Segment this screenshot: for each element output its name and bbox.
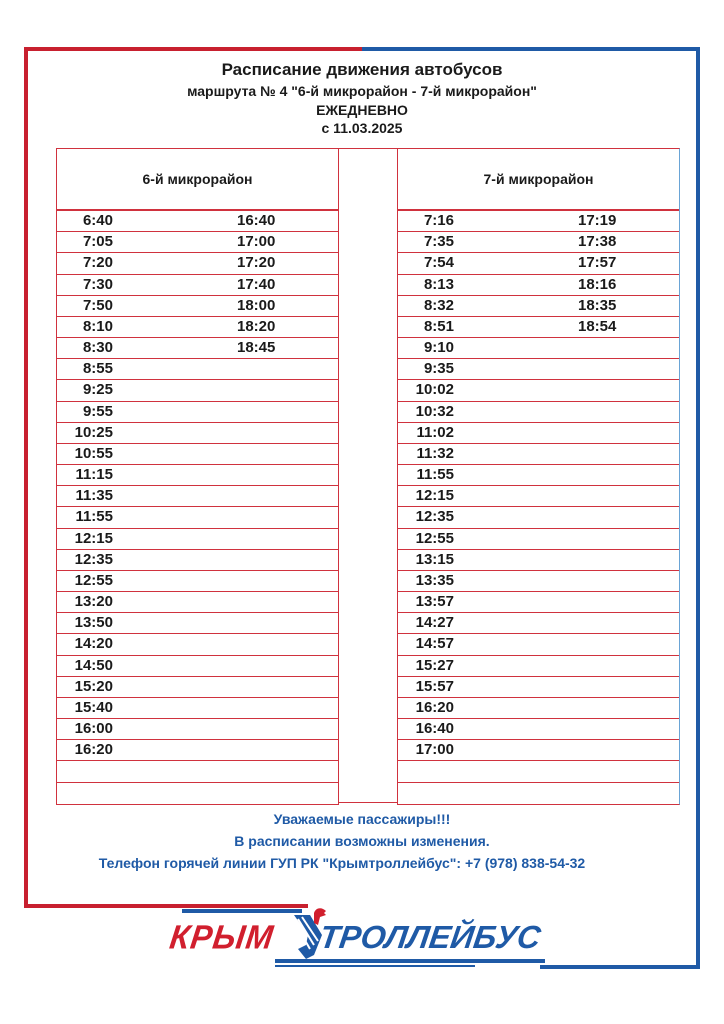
table-row [398, 529, 679, 550]
departure-time: 16:00 [74, 720, 113, 738]
notice-greeting: Уважаемые пассажиры!!! [273, 811, 451, 827]
departure-time: 12:55 [74, 571, 113, 589]
timetable-6th-district [56, 148, 339, 805]
departure-time: 7:35 [423, 233, 454, 251]
departure-time: 17:40 [237, 275, 276, 293]
table-row [57, 592, 338, 613]
effective-date: с 11.03.2025 [321, 120, 403, 136]
table-row [398, 592, 679, 613]
departure-time: 18:45 [237, 339, 276, 357]
table-row [57, 317, 338, 338]
table-row [57, 253, 338, 274]
table-row [398, 634, 679, 655]
departure-time: 9:55 [82, 402, 113, 420]
frequency-label: ЕЖЕДНЕВНО [316, 102, 408, 118]
departure-time: 11:15 [75, 466, 113, 484]
departure-time: 18:00 [237, 296, 276, 314]
table-row [398, 423, 679, 444]
departure-time: 8:55 [82, 360, 113, 378]
table-row [398, 296, 679, 317]
table-row [398, 317, 679, 338]
frame-blue-top [362, 47, 700, 51]
departure-time: 16:40 [237, 212, 276, 229]
departure-time: 8:13 [423, 275, 454, 293]
table-row [398, 359, 679, 380]
table-heading: 6-й микрорайон [57, 149, 338, 211]
table-row [398, 613, 679, 634]
departure-time: 7:16 [423, 212, 454, 229]
table-row [398, 486, 679, 507]
departure-time: 14:27 [415, 614, 454, 632]
departure-time: 7:05 [82, 233, 113, 251]
table-row [398, 444, 679, 465]
table-row [57, 783, 338, 804]
route-subtitle: маршрута № 4 "6-й микрорайон - 7-й микрорайон" [187, 83, 537, 99]
table-row [57, 634, 338, 655]
logo-text-trolleybus: ТРОЛЛЕЙБУС [317, 919, 543, 955]
departure-time: 14:20 [74, 635, 113, 653]
table-row [57, 698, 338, 719]
table-row [57, 507, 338, 528]
departure-time: 16:20 [415, 698, 454, 716]
departure-time: 7:20 [82, 254, 113, 272]
table-row [57, 613, 338, 634]
departure-time: 18:16 [578, 275, 617, 293]
table-row [398, 380, 679, 401]
departure-time: 16:20 [74, 741, 113, 759]
departure-time: 11:02 [416, 423, 454, 441]
table-row [398, 740, 679, 761]
table-body [398, 211, 679, 804]
frame-red-top [24, 47, 364, 51]
frame-red-left [24, 47, 28, 908]
table-row [398, 402, 679, 423]
table-row [57, 211, 338, 232]
departure-time: 17:00 [415, 741, 454, 759]
table-divider-column [339, 148, 397, 803]
departure-time: 10:25 [74, 423, 113, 441]
departure-time: 17:38 [578, 233, 617, 251]
table-row [57, 444, 338, 465]
table-row [398, 550, 679, 571]
departure-time: 17:20 [237, 254, 276, 272]
departure-time: 8:30 [82, 339, 113, 357]
departure-time: 14:57 [415, 635, 454, 653]
departure-time: 10:32 [415, 402, 454, 420]
departure-time: 16:40 [415, 720, 454, 738]
table-row [57, 359, 338, 380]
departure-time: 12:15 [74, 529, 113, 547]
hotline-phone: Телефон горячей линии ГУП РК "Крымтроллейбус": +7 (978) 838-54-32 [98, 855, 586, 871]
departure-time: 7:50 [82, 296, 113, 314]
table-row [57, 719, 338, 740]
departure-time: 8:10 [82, 317, 113, 335]
table-row [398, 677, 679, 698]
departure-time: 9:25 [82, 381, 113, 399]
table-row [57, 486, 338, 507]
departure-time: 18:20 [237, 317, 276, 335]
table-row [57, 740, 338, 761]
table-row [57, 380, 338, 401]
departure-time: 8:32 [423, 296, 454, 314]
table-row [57, 232, 338, 253]
logo-text-krym: КРЫМ [167, 918, 277, 956]
departure-time: 12:55 [415, 529, 454, 547]
table-row [398, 253, 679, 274]
table-row [398, 211, 679, 232]
departure-time: 17:00 [237, 233, 276, 251]
passenger-notice [28, 808, 696, 874]
departure-time: 11:55 [416, 466, 454, 484]
departure-time: 7:30 [82, 275, 113, 293]
departure-time: 13:57 [415, 593, 454, 611]
table-row [398, 783, 679, 804]
table-row [398, 338, 679, 359]
departure-time: 17:19 [578, 212, 617, 229]
departure-time: 13:20 [74, 593, 113, 611]
table-row [57, 275, 338, 296]
table-row [398, 656, 679, 677]
departure-time: 10:55 [74, 444, 113, 462]
departure-time: 17:57 [578, 254, 617, 272]
timetable-7th-district [397, 148, 680, 805]
departure-time: 13:35 [415, 571, 454, 589]
departure-time: 7:54 [423, 254, 454, 272]
table-row [57, 465, 338, 486]
departure-time: 6:40 [82, 212, 113, 229]
logo-stripe [182, 909, 302, 913]
departure-time: 15:20 [74, 677, 113, 695]
departure-time: 14:50 [74, 656, 113, 674]
table-row [57, 296, 338, 317]
departure-time: 11:55 [75, 508, 113, 526]
departure-time: 9:10 [423, 339, 454, 357]
table-row [57, 656, 338, 677]
table-row [398, 275, 679, 296]
table-row [57, 571, 338, 592]
table-row [57, 338, 338, 359]
table-body [57, 211, 338, 804]
table-row [398, 571, 679, 592]
table-row [57, 677, 338, 698]
departure-time: 15:27 [415, 656, 454, 674]
departure-time: 12:35 [415, 508, 454, 526]
departure-time: 12:35 [74, 550, 113, 568]
notice-warning: В расписании возможны изменения. [234, 833, 490, 849]
table-row [57, 529, 338, 550]
departure-time: 11:32 [416, 444, 454, 462]
table-row [57, 761, 338, 782]
frame-blue-right [696, 47, 700, 969]
table-row [398, 761, 679, 782]
departure-time: 18:54 [578, 317, 617, 335]
table-row [398, 719, 679, 740]
table-row [398, 698, 679, 719]
departure-time: 18:35 [578, 296, 617, 314]
schedule-header [28, 58, 696, 138]
departure-time: 15:40 [74, 698, 113, 716]
departure-time: 11:35 [75, 487, 113, 505]
table-row [398, 465, 679, 486]
departure-time: 10:02 [415, 381, 454, 399]
table-row [57, 423, 338, 444]
krymtrolleybus-logo [167, 905, 560, 975]
departure-time: 13:50 [74, 614, 113, 632]
table-row [398, 232, 679, 253]
logo-stripe [275, 965, 475, 967]
departure-time: 15:57 [415, 677, 454, 695]
departure-time: 13:15 [415, 550, 454, 568]
page-title: Расписание движения автобусов [221, 60, 503, 79]
table-row [57, 550, 338, 571]
table-row [57, 402, 338, 423]
frame-blue-bottom [540, 965, 700, 969]
departure-time: 8:51 [423, 317, 454, 335]
table-row [398, 507, 679, 528]
departure-time: 9:35 [423, 360, 454, 378]
departure-time: 12:15 [415, 487, 454, 505]
table-heading: 7-й микрорайон [398, 149, 679, 211]
